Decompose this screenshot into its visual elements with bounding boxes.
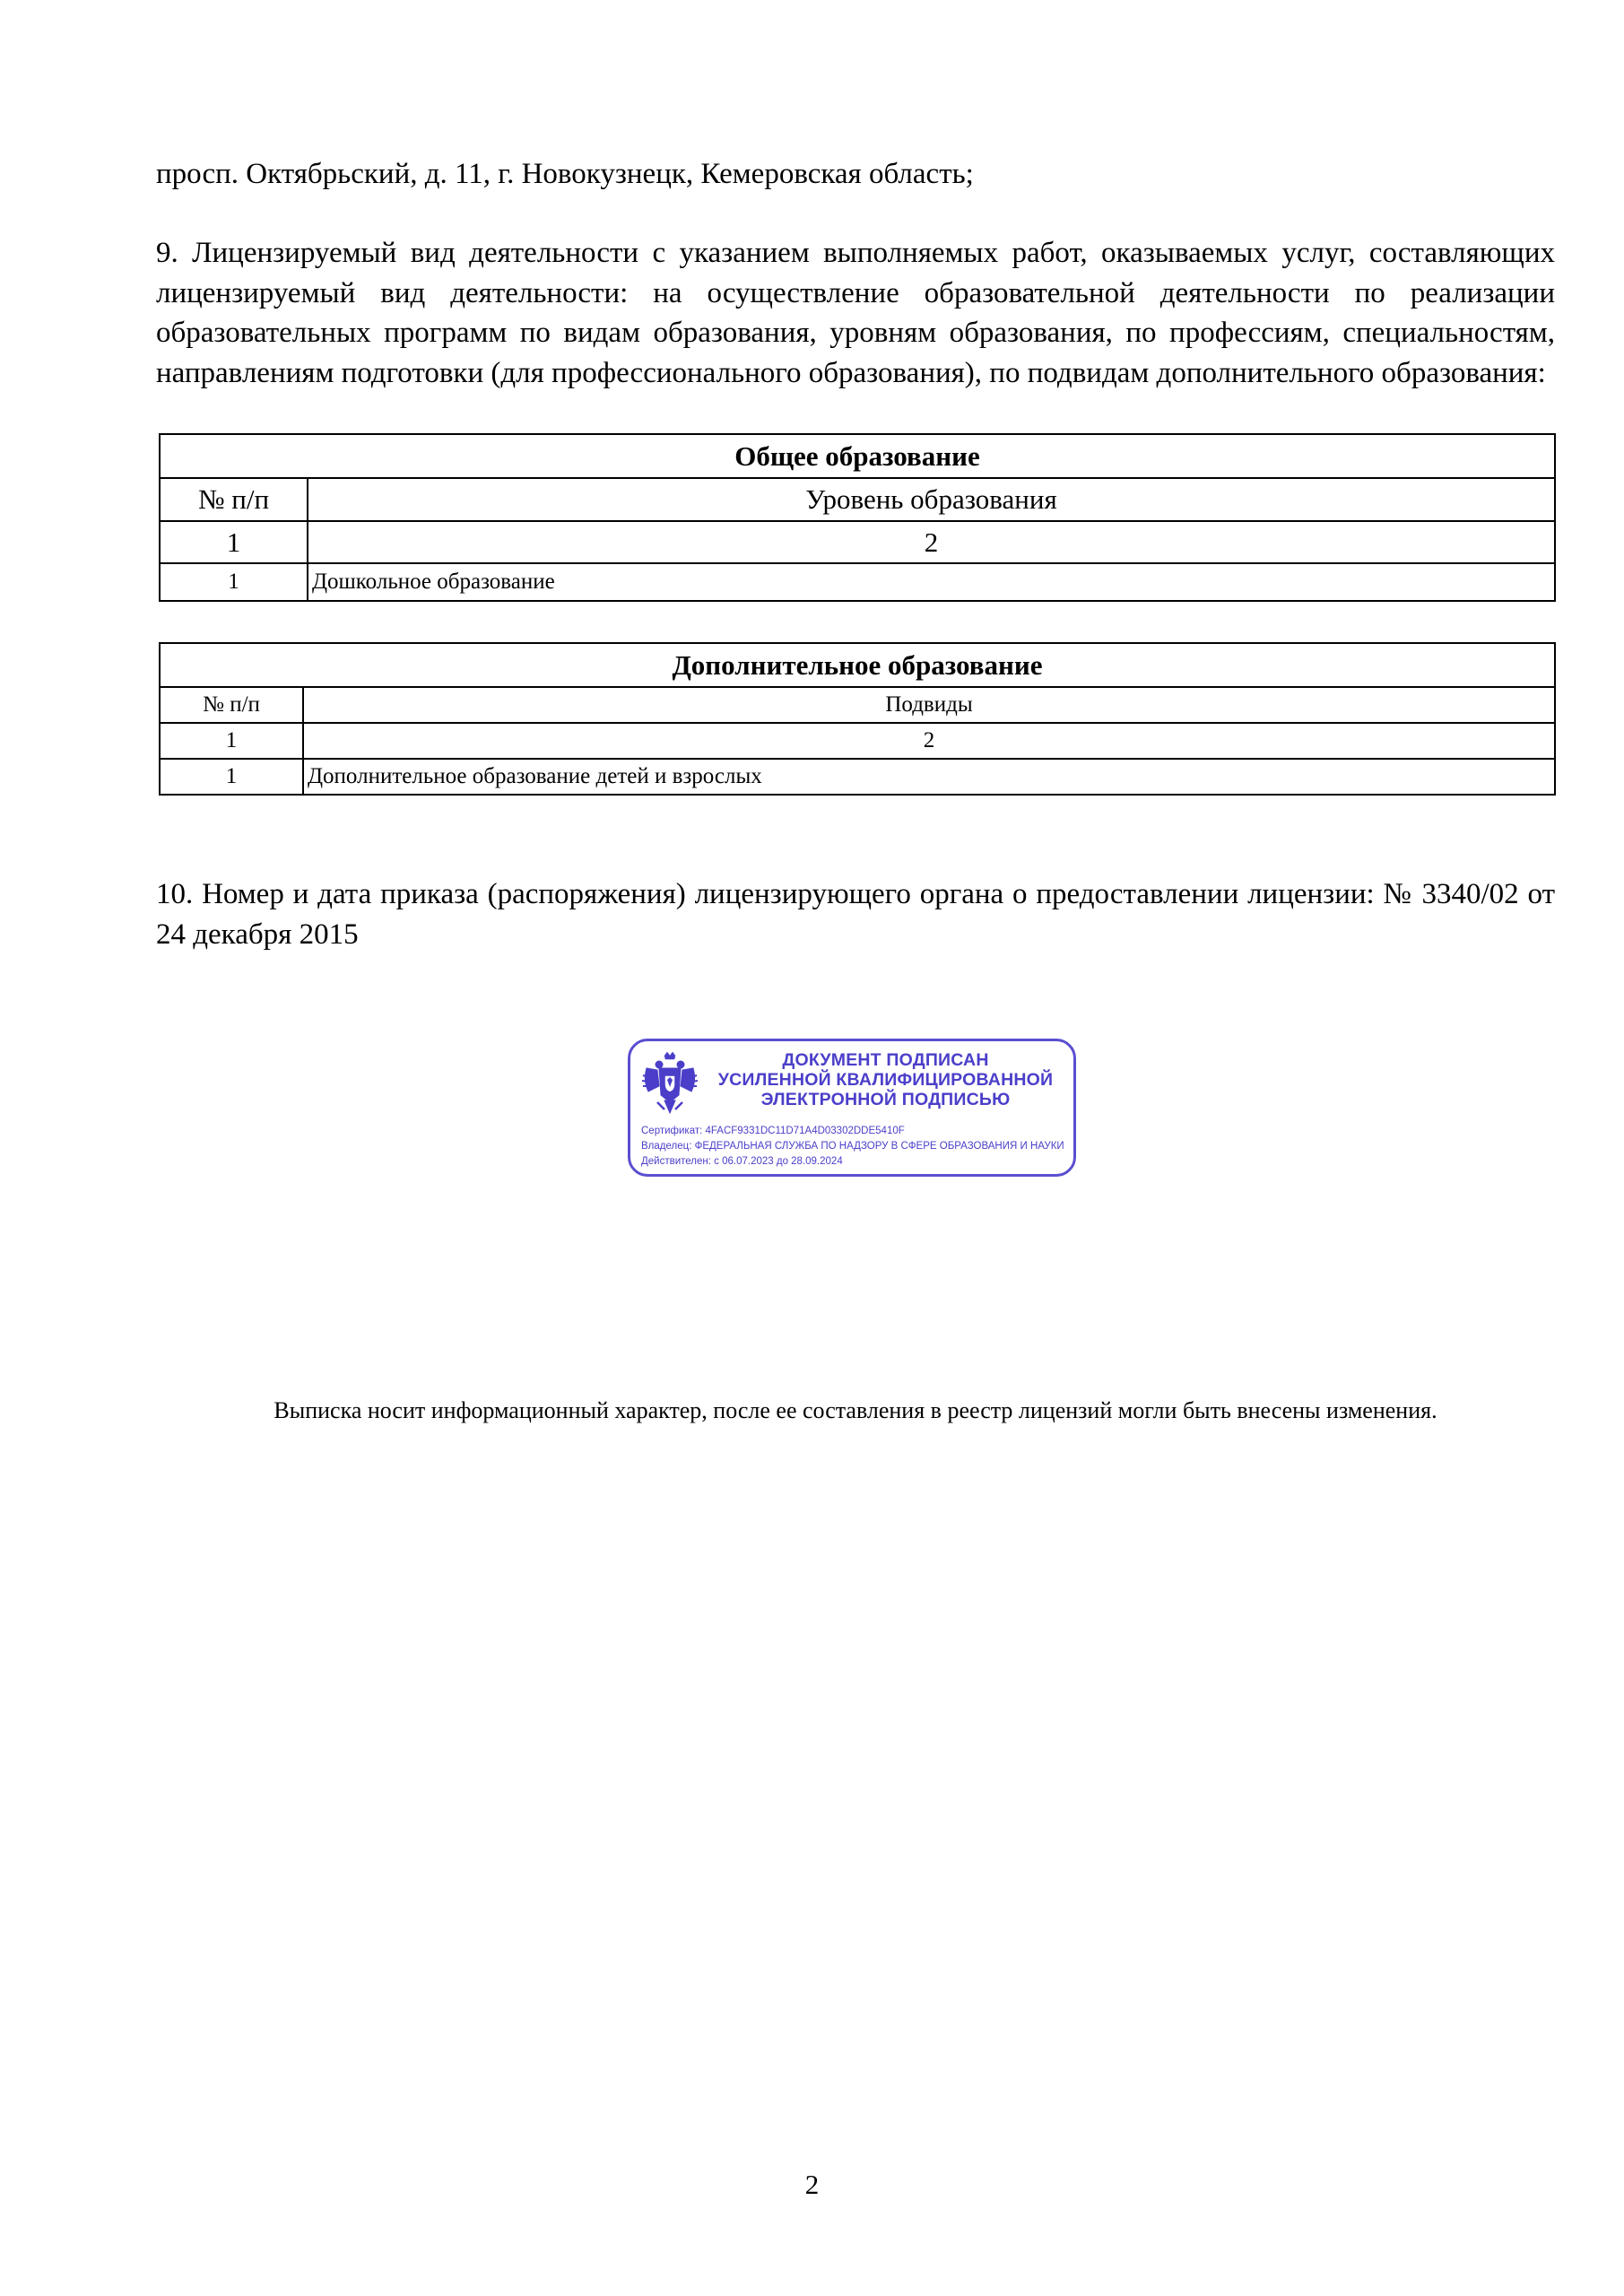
stamp-title-line: ЭЛЕКТРОННОЙ ПОДПИСЬЮ xyxy=(760,1090,1011,1109)
col-number-header: № п/п xyxy=(160,687,303,723)
col-index-1: 1 xyxy=(160,521,308,563)
disclaimer-note: Выписка носит информационный характер, после ее составления в реестр лицензий могли быть внесены изменения. xyxy=(274,1397,1437,1423)
row-number: 1 xyxy=(160,563,308,601)
row-number: 1 xyxy=(160,759,303,795)
stamp-title-line: УСИЛЕННОЙ КВАЛИФИЦИРОВАННОЙ xyxy=(717,1070,1054,1090)
electronic-signature-stamp xyxy=(628,1039,1076,1177)
double-headed-eagle-emblem-icon xyxy=(639,1050,700,1117)
col-number-header: № п/п xyxy=(160,478,308,521)
address-line: просп. Октябрьский, д. 11, г. Новокузнецк, Кемеровская область; xyxy=(156,158,974,190)
col-index-2: 2 xyxy=(303,723,1555,759)
stamp-certificate: Сертификат: 4FACF9331DC11D71A4D03302DDE5410F xyxy=(641,1126,905,1136)
stamp-title-line: ДОКУМЕНТ ПОДПИСАН xyxy=(782,1050,989,1070)
table-row xyxy=(160,563,1555,601)
general-education-title: Общее образование xyxy=(160,434,1555,478)
page-number: 2 xyxy=(804,2169,820,2200)
row-value: Дополнительное образование детей и взрослых xyxy=(303,759,1555,795)
col-level-header: Уровень образования xyxy=(308,478,1555,521)
stamp-owner: Владелец: ФЕДЕРАЛЬНАЯ СЛУЖБА ПО НАДЗОРУ В СФЕРЕ ОБРАЗОВАНИЯ И НАУКИ xyxy=(641,1141,1064,1152)
row-value: Дошкольное образование xyxy=(308,563,1555,601)
item-10-paragraph: 10. Номер и дата приказа (распоряжения) лицензирующего органа о предоставлении лицензии: № 3340/02 от 24 декабря 2015 xyxy=(156,878,1555,951)
col-index-2: 2 xyxy=(308,521,1555,563)
col-subtypes-header: Подвиды xyxy=(303,687,1555,723)
stamp-details xyxy=(641,1124,1072,1170)
item-9-paragraph: 9. Лицензируемый вид деятельности с указанием выполняемых работ, оказываемых услуг, составляющих лицензируемый вид деятельности: на осуществление образовательной деятельности по реализации образовательных программ по видам образования, уровням образования, по профессиям, специальностям, направлениям подготовки (для профессионального образования), по подвидам дополнительного образования: xyxy=(156,237,1555,389)
additional-education-title: Дополнительное образование xyxy=(160,643,1555,687)
stamp-title xyxy=(704,1050,1067,1109)
additional-education-table xyxy=(159,642,1556,796)
stamp-validity: Действителен: с 06.07.2023 до 28.09.2024 xyxy=(641,1156,843,1167)
general-education-table xyxy=(159,433,1556,602)
col-index-1: 1 xyxy=(160,723,303,759)
table-row xyxy=(160,759,1555,795)
